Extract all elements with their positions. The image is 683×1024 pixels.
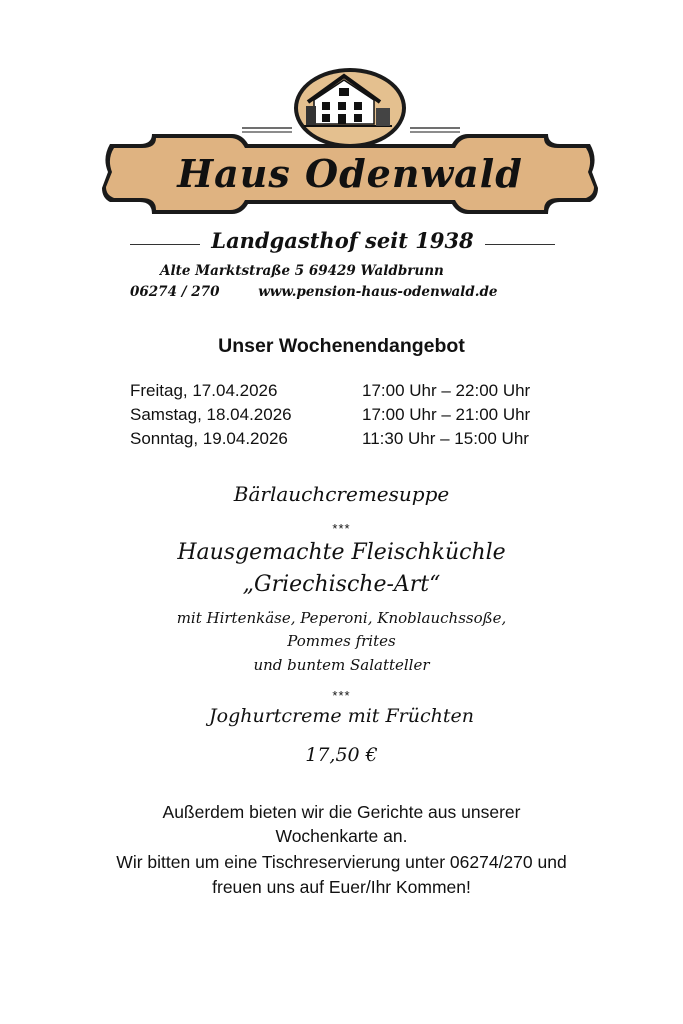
offer-headline: Unser Wochenendangebot: [218, 335, 465, 357]
menu-price: 17,50 €: [305, 744, 378, 766]
schedule-row: [130, 405, 530, 425]
website-link[interactable]: www.pension-haus-odenwald.de: [258, 284, 498, 300]
schedule-time: 11:30 Uhr – 15:00 Uhr: [362, 429, 529, 448]
footer-text: freuen uns auf Euer/Ihr Kommen!: [212, 877, 471, 897]
menu-main-style: „Griechische-Art“: [242, 572, 441, 597]
schedule-day: Sonntag, 19.04.2026: [130, 429, 288, 448]
menu-main-desc: mit Hirtenkäse, Peperoni, Knoblauchssoße,: [176, 609, 507, 627]
contact-line: [130, 284, 497, 300]
schedule-row: [130, 381, 530, 401]
phone: 06274 / 270: [130, 284, 220, 300]
schedule-time: 17:00 Uhr – 22:00 Uhr: [362, 381, 531, 400]
schedule-row: [130, 429, 529, 449]
schedule-day: Samstag, 18.04.2026: [130, 405, 292, 424]
haus-odenwald-logo: [92, 66, 608, 244]
schedule-day: Freitag, 17.04.2026: [130, 381, 278, 400]
menu-dessert: Joghurtcreme mit Früchten: [209, 705, 474, 727]
menu-main-desc: und buntem Salatteller: [253, 656, 430, 674]
footer-text: Wir bitten um eine Tischreservierung unter 06274/270 und: [116, 852, 567, 872]
address: Alte Marktstraße 5 69429 Waldbrunn: [160, 263, 444, 279]
menu-starter: Bärlauchcremesuppe: [233, 482, 450, 506]
menu-main-desc: Pommes frites: [287, 632, 396, 650]
menu-main-title: Hausgemachte Fleischküchle: [177, 540, 506, 565]
menu-separator: ***: [332, 521, 351, 536]
menu-separator: ***: [332, 688, 351, 703]
brand-name: Haus Odenwald: [177, 151, 523, 196]
schedule-time: 17:00 Uhr – 21:00 Uhr: [362, 405, 531, 424]
tagline: [130, 228, 555, 256]
footer-text: Außerdem bieten wir die Gerichte aus unserer: [162, 802, 521, 822]
tagline-text: Landgasthof seit 1938: [205, 228, 479, 253]
footer-text: Wochenkarte an.: [275, 826, 408, 846]
